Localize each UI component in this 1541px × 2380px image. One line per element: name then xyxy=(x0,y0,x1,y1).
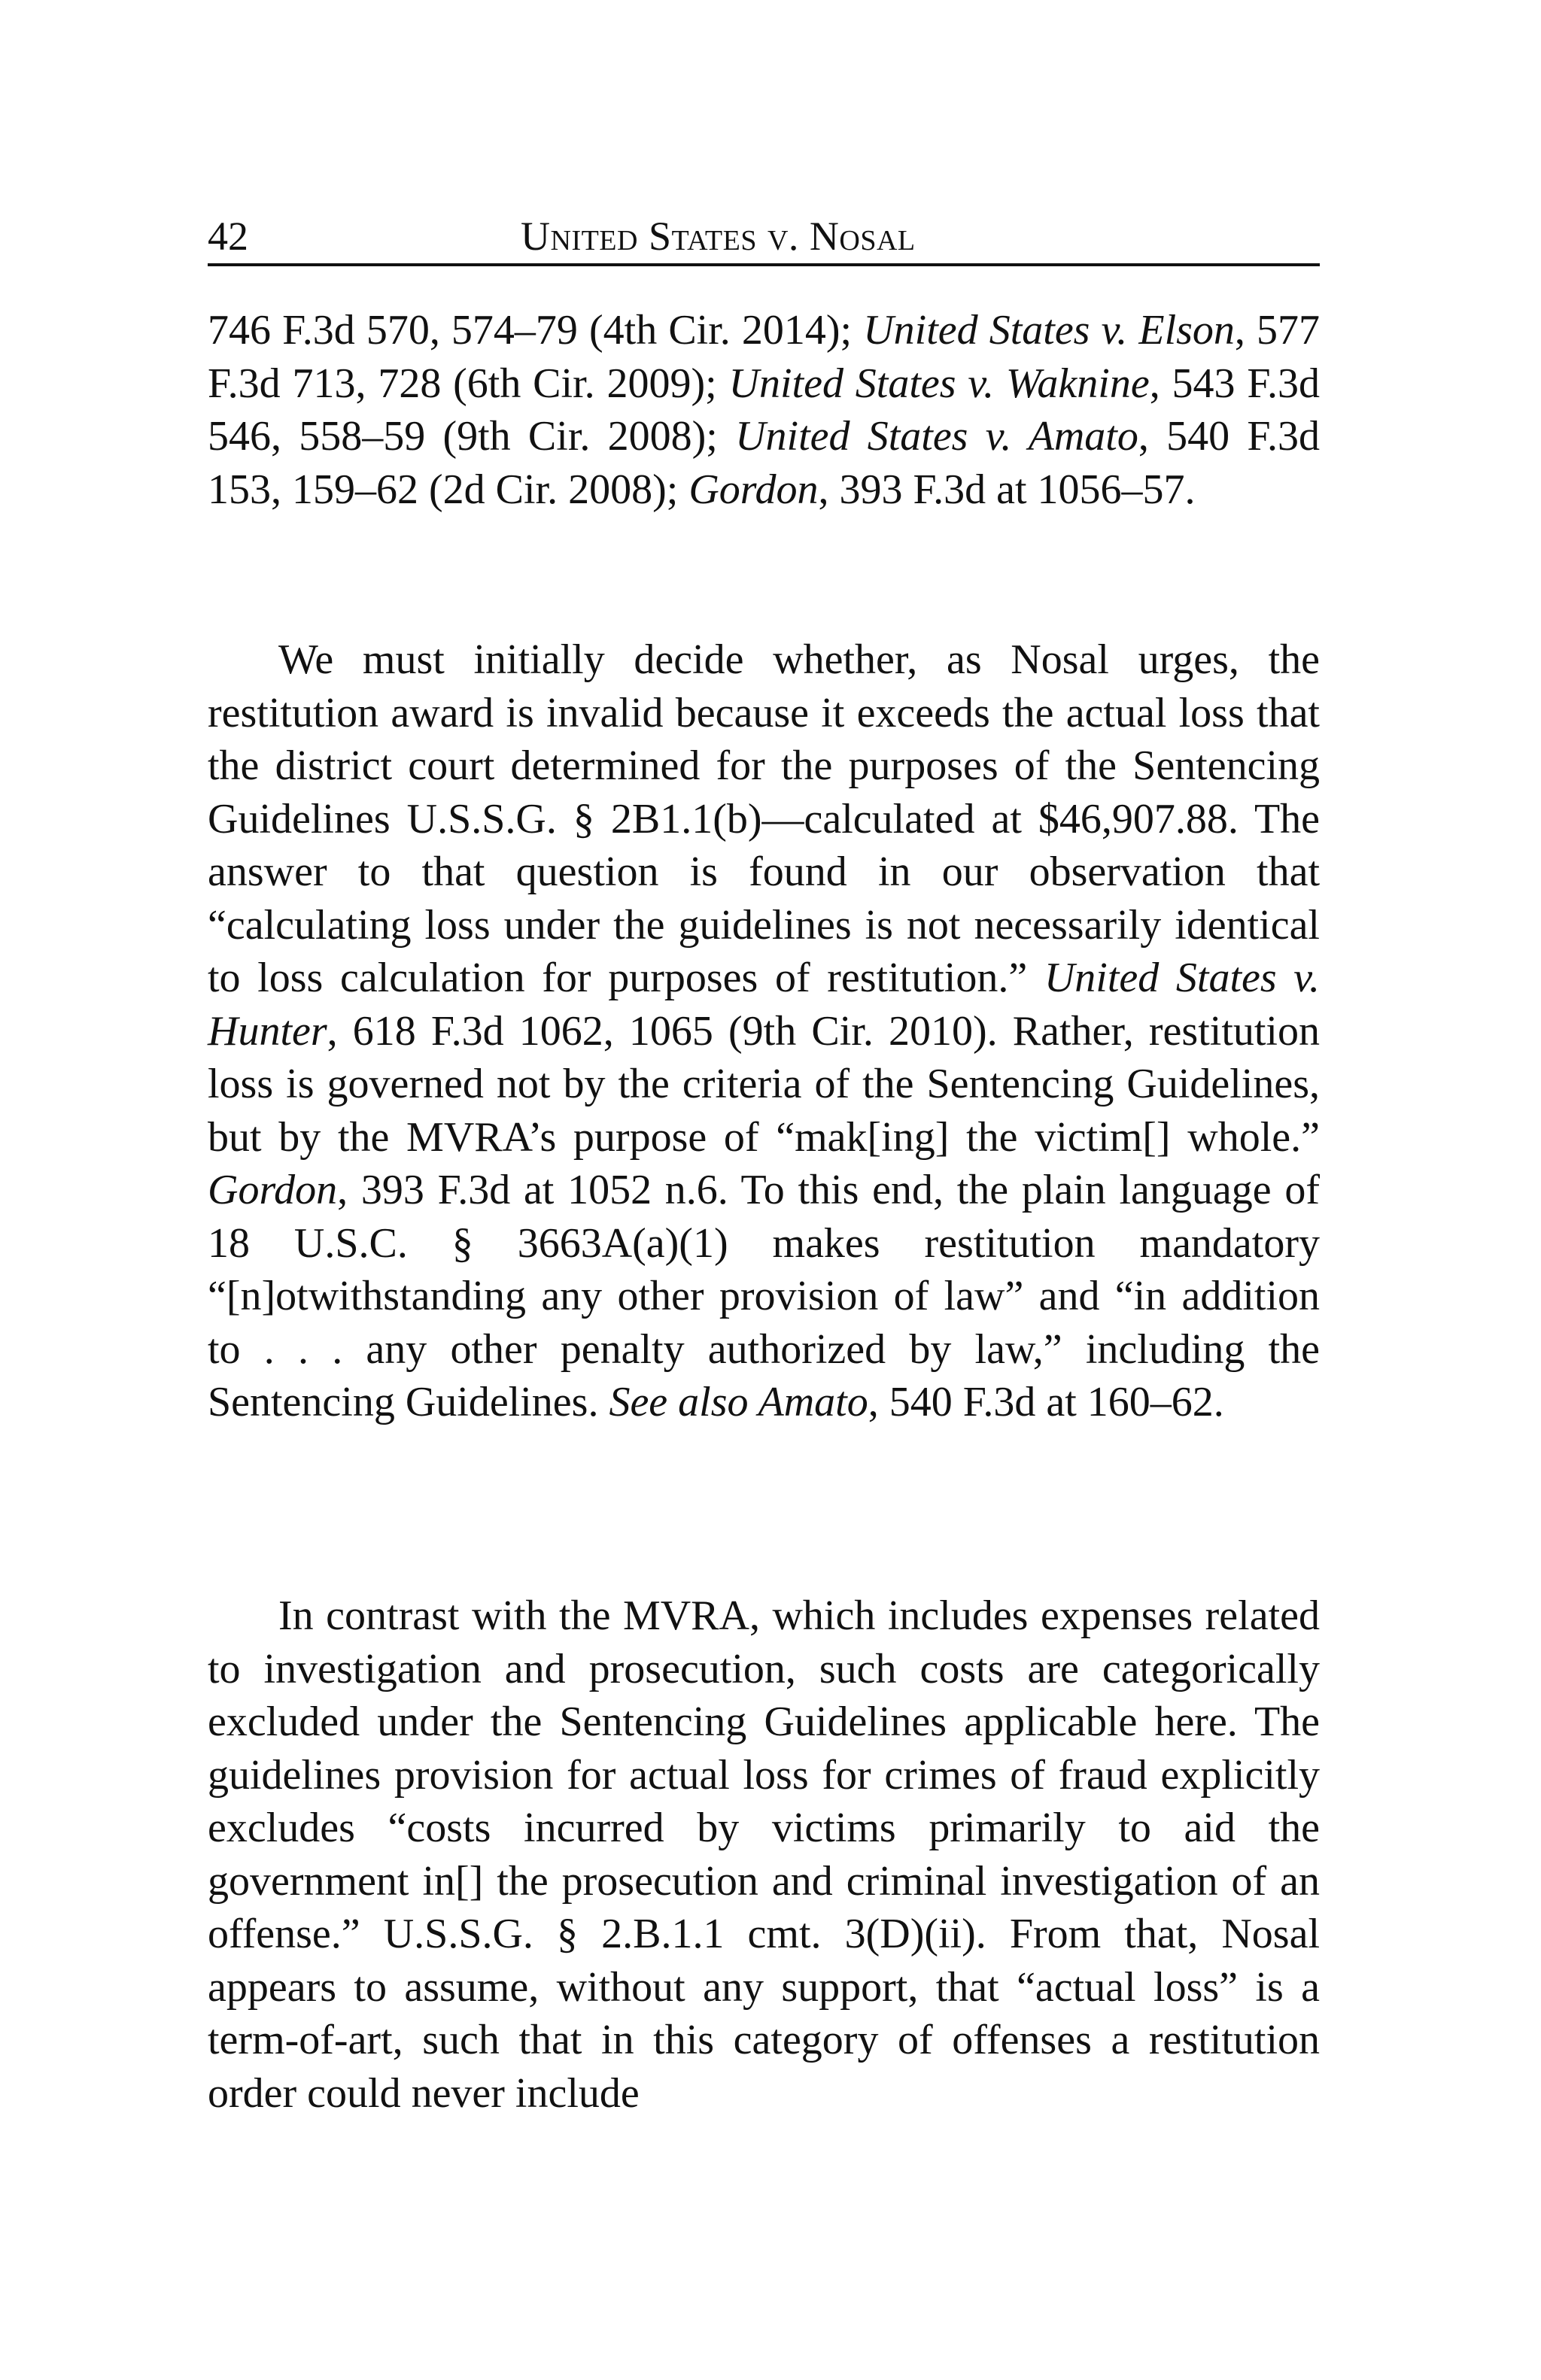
case-name: Gordon xyxy=(208,1167,338,1213)
text-run: , 393 F.3d at 1056–57. xyxy=(818,466,1196,513)
case-name: United States v. Waknine xyxy=(728,360,1150,407)
text-run: , 540 F.3d 153, 159–62 (2d Cir. 2008); xyxy=(208,413,1320,513)
text-run: 746 F.3d 570, 574–79 (4th Cir. 2014); xyxy=(208,307,864,354)
text-run: , 393 F.3d at 1052 n.6. To this end, the plain language of 18 U.S.C. § 3663A(a)(1) makes restitution mandatory “[n]otwithstanding any other provision of law” and “in addition to . . . any other penalty authorized by law,” including the Sentencing Guidelines. xyxy=(208,1167,1320,1425)
text-run: We must initially decide whether, as Nosal urges, the restitution award is invalid because it exceeds the actual loss that the district court determined for the purposes of the Sentencing Guidelines U.S.S.G. § 2B1.1(b)—calculated at $46,907.88. The answer to that question is found in our observation that “calculating loss under the guidelines is not necessarily identical to loss calculation for purposes of restitution.” xyxy=(208,636,1320,1001)
paragraph xyxy=(208,1589,1320,2120)
text-run: In contrast with the MVRA, which includes expenses related to investigation and prosecution, such costs are categorically excluded under the Sentencing Guidelines applicable here. The guidelines provision for actual loss for crimes of fraud explicitly excludes “costs incurred by victims primarily to aid the government in[] the prosecution and criminal investigation of an offense.” U.S.S.G. § 2.B.1.1 cmt. 3(D)(ii). From that, Nosal appears to assume, without any support, that “actual loss” is a term-of-art, such that in this category of offenses a restitution order could never include xyxy=(208,1592,1320,2117)
text-run: , 540 F.3d at 160–62. xyxy=(868,1379,1224,1425)
body-paragraph-contrast xyxy=(208,1589,1320,2120)
text-run: , 543 F.3d 546, 558–59 (9th Cir. 2008); xyxy=(208,360,1321,460)
running-header xyxy=(208,209,1320,266)
text-run: , 618 F.3d 1062, 1065 (9th Cir. 2010). Rather, restitution loss is governed not by the criteria of the Sentencing Guidelines, but by the MVRA’s purpose of “mak[ing] the victim[] whole.” xyxy=(208,1007,1320,1161)
body-paragraph-citations xyxy=(208,304,1320,516)
case-name: United States v. Elson xyxy=(863,307,1235,354)
paragraph xyxy=(208,633,1320,1429)
page-number: 42 xyxy=(208,214,248,259)
case-name: Gordon xyxy=(688,466,819,513)
case-title: United States v. Nosal xyxy=(521,214,916,259)
case-name: United States v. Amato xyxy=(735,413,1138,460)
paragraph xyxy=(208,304,1320,516)
body-paragraph-restitution xyxy=(208,633,1320,1429)
case-name: See also Amato xyxy=(609,1379,868,1425)
text-run: , 577 F.3d 713, 728 (6th Cir. 2009); xyxy=(208,307,1321,407)
case-name: United States v. Hunter xyxy=(208,955,1320,1055)
